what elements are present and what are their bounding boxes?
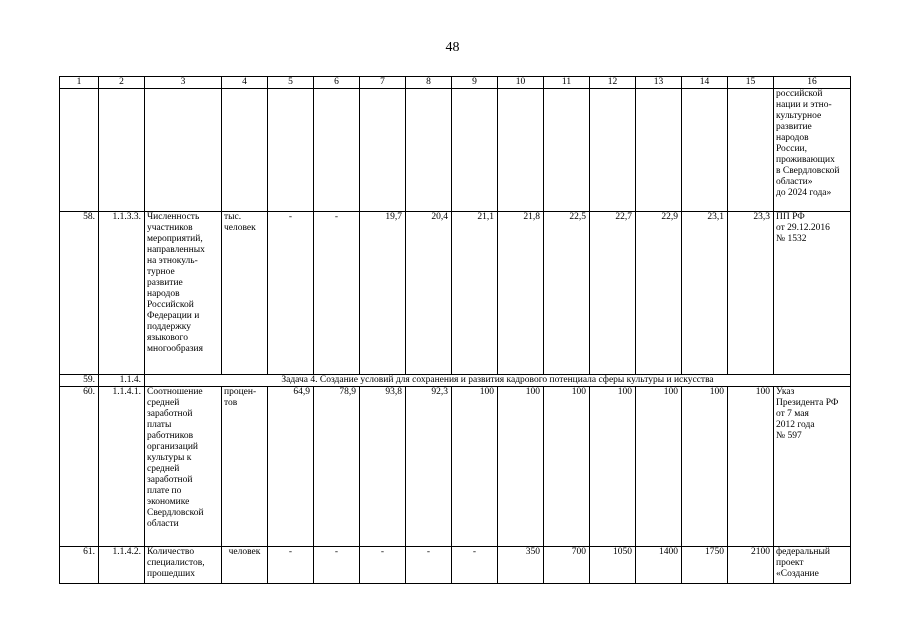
source-cell: ПП РФ от 29.12.2016 № 1532 xyxy=(774,212,851,375)
unit-cell: человек xyxy=(222,547,268,584)
value-cell: 100 xyxy=(452,387,498,547)
table-cell xyxy=(636,89,682,212)
header-cell: 11 xyxy=(544,77,590,89)
indicator-name: Численность участников мероприятий, направленных на этнокуль- турное развитие народов Российской Федерации и поддержку языкового многообразия xyxy=(145,212,222,375)
row-number: 58. xyxy=(60,212,99,375)
header-cell: 5 xyxy=(268,77,314,89)
value-cell: 21,8 xyxy=(498,212,544,375)
row-number: 61. xyxy=(60,547,99,584)
value-cell: 22,7 xyxy=(590,212,636,375)
unit-cell: процен- тов xyxy=(222,387,268,547)
value-cell: - xyxy=(406,547,452,584)
header-cell: 8 xyxy=(406,77,452,89)
header-cell: 4 xyxy=(222,77,268,89)
value-cell: 23,1 xyxy=(682,212,728,375)
row-code: 1.1.4.2. xyxy=(99,547,145,584)
value-cell: - xyxy=(314,212,360,375)
table-cell xyxy=(728,89,774,212)
value-cell: 21,1 xyxy=(452,212,498,375)
value-cell: 100 xyxy=(544,387,590,547)
row-code: 1.1.4.1. xyxy=(99,387,145,547)
value-cell: 1050 xyxy=(590,547,636,584)
value-cell: 23,3 xyxy=(728,212,774,375)
value-cell: - xyxy=(314,547,360,584)
task-heading: Задача 4. Создание условий для сохранения и развития кадрового потенциала сферы культуры и искусства xyxy=(145,375,851,387)
table-row-59 xyxy=(60,375,851,387)
unit-cell: тыс. человек xyxy=(222,212,268,375)
header-cell: 3 xyxy=(145,77,222,89)
header-cell: 2 xyxy=(99,77,145,89)
table-cell xyxy=(268,89,314,212)
value-cell: - xyxy=(268,212,314,375)
table-cell xyxy=(452,89,498,212)
value-cell: 20,4 xyxy=(406,212,452,375)
indicators-table xyxy=(59,76,851,584)
table-row-60 xyxy=(60,387,851,547)
indicator-name: Количество специалистов, прошедших xyxy=(145,547,222,584)
indicator-name: Соотношение средней заработной платы работников организаций культуры к средней заработной плате по экономике Свердловской области xyxy=(145,387,222,547)
table-cell xyxy=(145,89,222,212)
value-cell: - xyxy=(268,547,314,584)
source-cell: российской нации и этно- культурное развитие народов России, проживающих в Свердловской области» до 2024 года» xyxy=(774,89,851,212)
table-cell xyxy=(498,89,544,212)
value-cell: 100 xyxy=(498,387,544,547)
header-cell: 12 xyxy=(590,77,636,89)
value-cell: 92,3 xyxy=(406,387,452,547)
value-cell: 22,9 xyxy=(636,212,682,375)
value-cell: 100 xyxy=(682,387,728,547)
value-cell: 19,7 xyxy=(360,212,406,375)
table-cell xyxy=(682,89,728,212)
table-cell xyxy=(60,89,99,212)
table-cell xyxy=(406,89,452,212)
row-number: 60. xyxy=(60,387,99,547)
header-cell: 14 xyxy=(682,77,728,89)
header-cell: 16 xyxy=(774,77,851,89)
table-cell xyxy=(314,89,360,212)
header-cell: 6 xyxy=(314,77,360,89)
value-cell: 2100 xyxy=(728,547,774,584)
column-numbers-row xyxy=(60,77,851,89)
value-cell: 1750 xyxy=(682,547,728,584)
value-cell: 100 xyxy=(728,387,774,547)
value-cell: 700 xyxy=(544,547,590,584)
value-cell: 100 xyxy=(590,387,636,547)
header-cell: 1 xyxy=(60,77,99,89)
page-number: 48 xyxy=(445,40,460,55)
table-cell xyxy=(99,89,145,212)
table-cell xyxy=(222,89,268,212)
table-cell xyxy=(544,89,590,212)
table-row-61 xyxy=(60,547,851,584)
source-cell: федеральный проект «Создание xyxy=(774,547,851,584)
row-number: 59. xyxy=(60,375,99,387)
row-code: 1.1.4. xyxy=(99,375,145,387)
header-cell: 15 xyxy=(728,77,774,89)
value-cell: 78,9 xyxy=(314,387,360,547)
header-cell: 13 xyxy=(636,77,682,89)
table-cell xyxy=(590,89,636,212)
value-cell: - xyxy=(452,547,498,584)
table-row-continuation xyxy=(60,89,851,212)
value-cell: 64,9 xyxy=(268,387,314,547)
value-cell: 1400 xyxy=(636,547,682,584)
table-row-58 xyxy=(60,212,851,375)
header-cell: 10 xyxy=(498,77,544,89)
value-cell: - xyxy=(360,547,406,584)
row-code: 1.1.3.3. xyxy=(99,212,145,375)
value-cell: 100 xyxy=(636,387,682,547)
value-cell: 22,5 xyxy=(544,212,590,375)
header-cell: 7 xyxy=(360,77,406,89)
value-cell: 350 xyxy=(498,547,544,584)
source-cell: Указ Президента РФ от 7 мая 2012 года № 597 xyxy=(774,387,851,547)
header-cell: 9 xyxy=(452,77,498,89)
value-cell: 93,8 xyxy=(360,387,406,547)
table-cell xyxy=(360,89,406,212)
